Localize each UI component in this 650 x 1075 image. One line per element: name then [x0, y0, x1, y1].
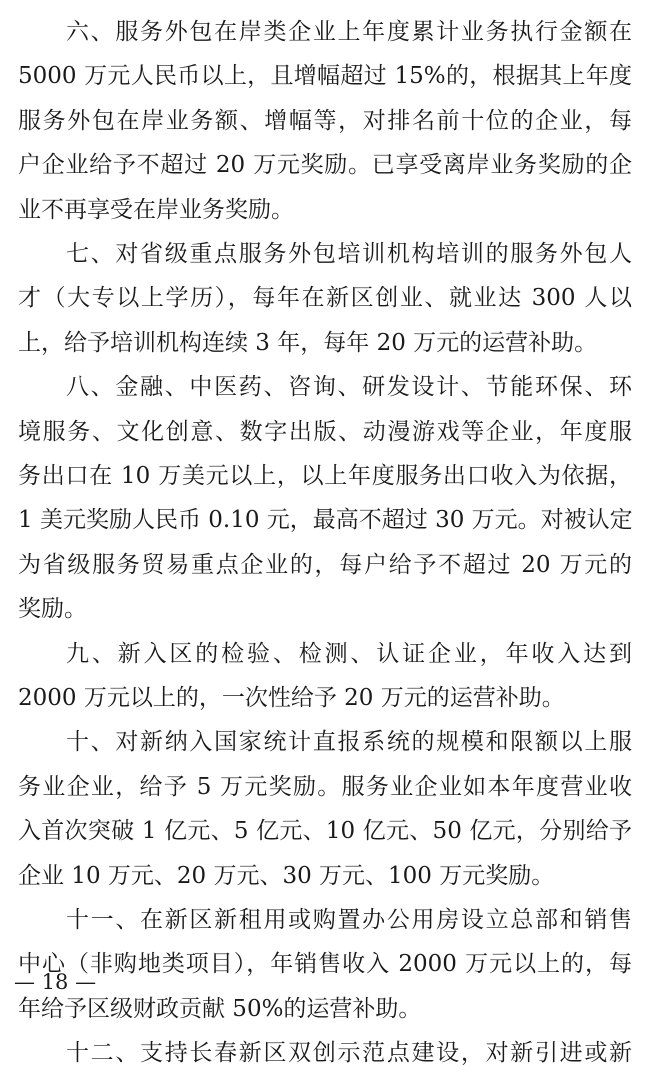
paragraph-6-line-1: 六、服务外包在岸类企业上年度累计业务执行金额在	[66, 19, 632, 45]
paragraph-7-line-2: 才（大专以上学历），每年在新区创业、就业达 300 人以	[18, 285, 632, 311]
paragraph-10-line-3: 入首次突破 1 亿元、5 亿元、10 亿元、50 亿元，分别给予	[18, 818, 632, 844]
paragraph-7-line-1: 七、对省级重点服务外包培训机构培训的服务外包人	[66, 241, 632, 267]
paragraph-9-line-1: 九、新入区的检验、检测、认证企业，年收入达到	[66, 641, 632, 667]
paragraph-10-line-1: 十、对新纳入国家统计直报系统的规模和限额以上服	[66, 729, 632, 755]
paragraph-12-line-1: 十二、支持长春新区双创示范点建设，对新引进或新	[66, 1040, 632, 1066]
paragraph-11-line-1: 十一、在新区新租用或购置办公用房设立总部和销售	[66, 907, 632, 933]
paragraph-6-line-3: 服务外包在岸业务额、增幅等，对排名前十位的企业，每	[18, 108, 632, 134]
paragraph-11-line-3: 年给予区级财政贡献 50%的运营补助。	[18, 996, 422, 1022]
paragraph-9-line-2: 2000 万元以上的，一次性给予 20 万元的运营补助。	[18, 685, 565, 711]
paragraph-8-line-1: 八、金融、中医药、咨询、研发设计、节能环保、环	[66, 374, 632, 400]
paragraph-8-line-4: 1 美元奖励人民币 0.10 元，最高不超过 30 万元。对被认定	[18, 507, 633, 533]
page-number: — 18 —	[14, 970, 97, 994]
paragraph-8-line-3: 务出口在 10 万美元以上，以上年度服务出口收入为依据，	[18, 463, 632, 489]
paragraph-8-line-2: 境服务、文化创意、数字出版、动漫游戏等企业，年度服	[18, 419, 632, 445]
paragraph-10-line-2: 务业企业，给予 5 万元奖励。服务业企业如本年度营业收	[18, 774, 632, 800]
paragraph-6-line-2: 5000 万元人民币以上，且增幅超过 15%的，根据其上年度	[18, 63, 632, 89]
paragraph-7-line-3: 上，给予培训机构连续 3 年，每年 20 万元的运营补助。	[18, 330, 598, 356]
paragraph-6-line-5: 业不再享受在岸业务奖励。	[18, 197, 294, 223]
paragraph-8-line-5: 为省级服务贸易重点企业的，每户给予不超过 20 万元的	[18, 552, 632, 578]
paragraph-6-line-4: 户企业给予不超过 20 万元奖励。已享受离岸业务奖励的企	[18, 152, 632, 178]
paragraph-10-line-4: 企业 10 万元、20 万元、30 万元、100 万元奖励。	[18, 863, 555, 889]
paragraph-11-line-2: 中心（非购地类项目），年销售收入 2000 万元以上的，每	[18, 951, 632, 977]
paragraph-8-line-6: 奖励。	[18, 596, 87, 622]
